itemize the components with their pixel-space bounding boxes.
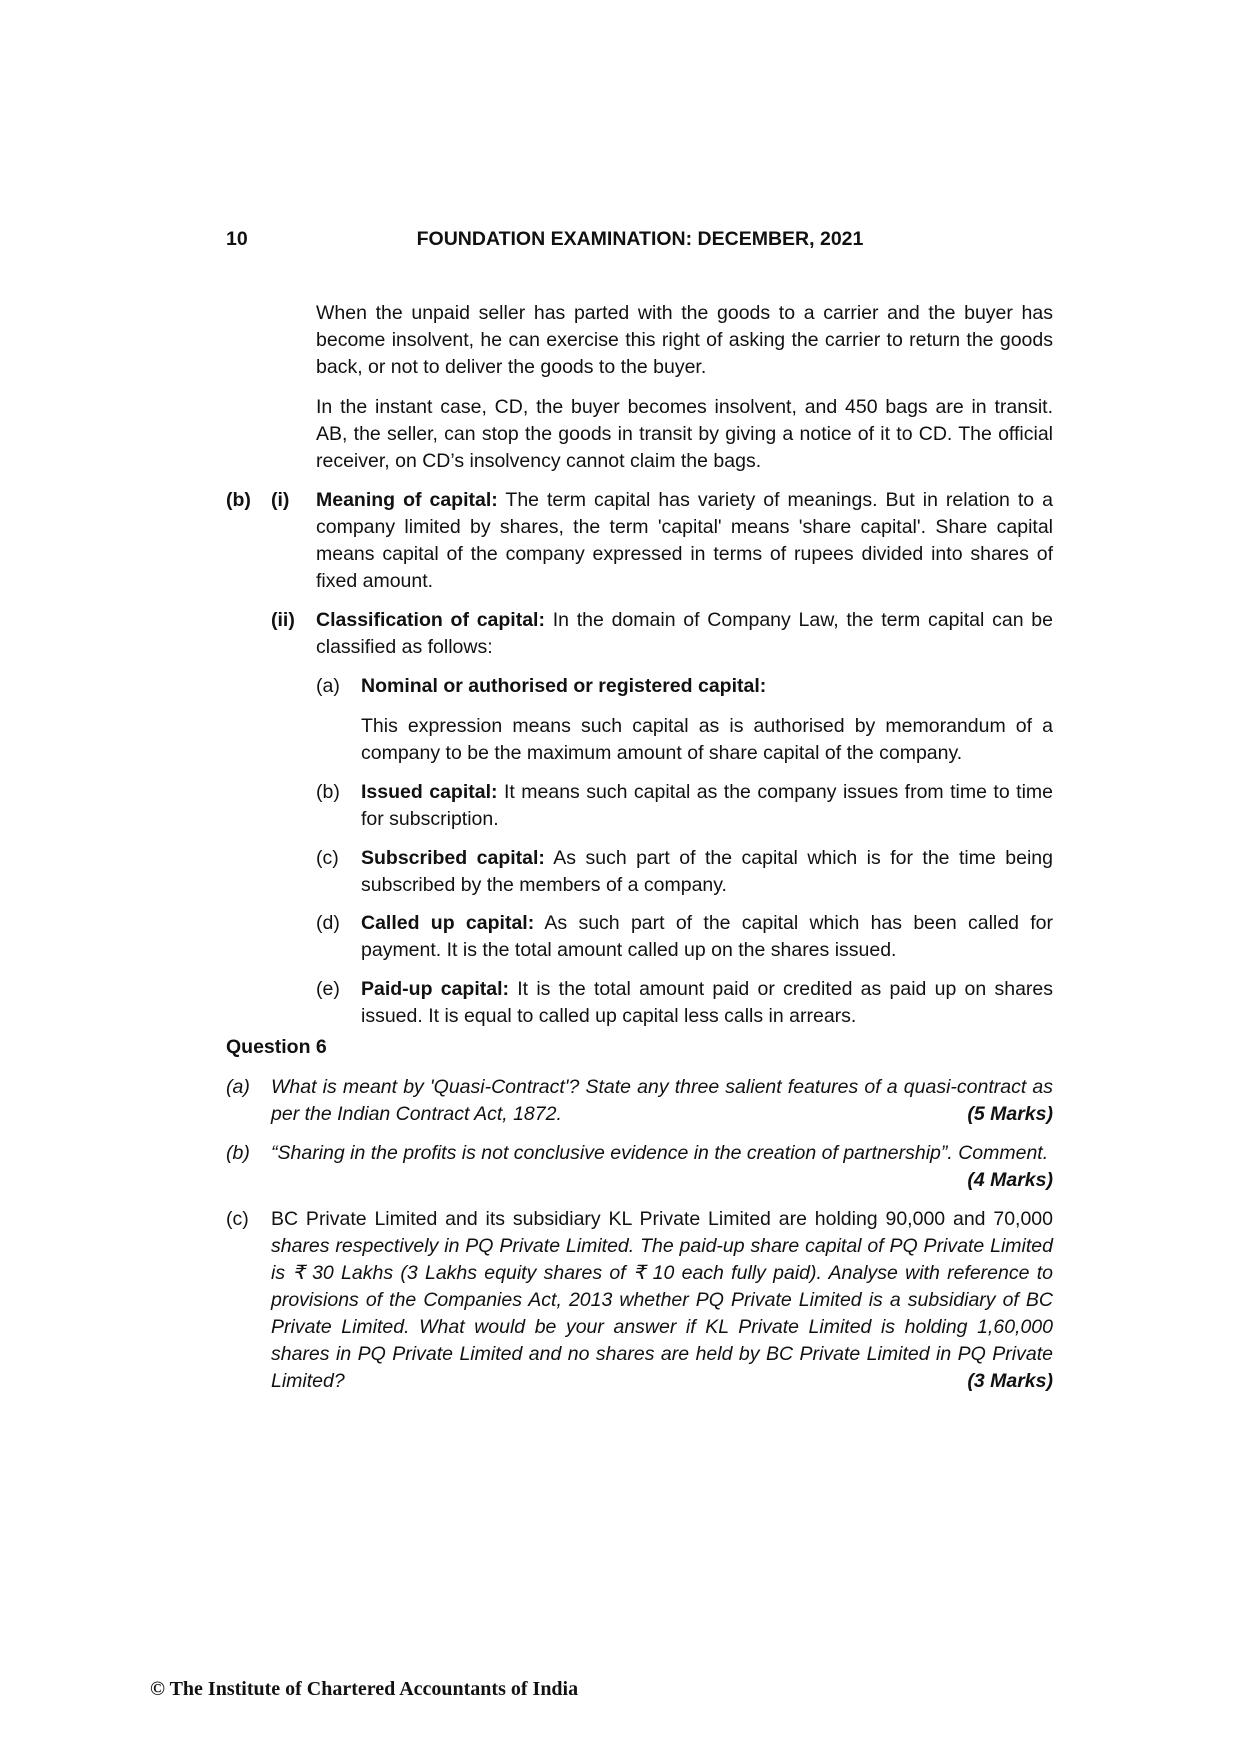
q6-b-text: “Sharing in the profits is not conclusive evidence in the creation of partnership”. Comment. [271,1142,1049,1164]
subscribed-capital-paragraph [361,845,1053,899]
intro-paragraph-1: When the unpaid seller has parted with the goods to a carrier and the buyer has become insolvent, he can exercise this right of asking the carrier to return the goods back, or not to deliver the goods to the buyer. [316,302,1053,378]
part-b-label: (b) [226,489,251,511]
q6-c-label: (c) [226,1208,249,1230]
intro-paragraph-2: In the instant case, CD, the buyer becomes insolvent, and 450 bags are in transit. AB, the seller, can stop the goods in transit by giving a notice of it to CD. The official receiver, on CD’s insolvency cannot claim the bags. [316,396,1053,472]
issued-capital-heading: Issued capital: [361,781,498,803]
classification-of-capital-heading: Classification of capital: [316,609,545,631]
subscribed-capital-heading: Subscribed capital: [361,847,545,869]
q6-a-label: (a) [226,1076,250,1098]
q6-c-marks: (3 Marks) [967,1370,1053,1392]
q6-c-text-italic-3: 10 each fully paid). Analyse with reference to provisions of the Companies Act, 2013 whether PQ Private Limited is a subsidiary of BC Private Limited. What would be your answer if KL Private Limited is holding 1,60,000 shares in PQ Private Limited and no shares are held by BC Private Limited in PQ Private Limited? [271,1262,1053,1392]
meaning-of-capital-heading: Meaning of capital: [316,489,498,511]
q6-a-text: What is meant by 'Quasi-Contract'? State any three salient features of a quasi-contract as per the Indian Contract Act, 1872. [271,1076,1053,1125]
q6-b-label: (b) [226,1142,250,1164]
q6-a-question [271,1074,1053,1128]
page-number: 10 [226,228,248,250]
meaning-of-capital-text: The term capital has variety of meanings. But in relation to a company limited by shares, the term 'capital' means 'share capital'. Share capital means capital of the company expressed in terms of rupees divided into shares of fixed amount. [316,489,1053,592]
classification-of-capital-text: In the domain of Company Law, the term capital can be classified as follows: [316,609,1053,658]
q6-b-question [271,1140,1053,1194]
nominal-capital-heading: Nominal or authorised or registered capital: [361,675,767,697]
paid-up-capital-heading: Paid-up capital: [361,978,510,1000]
subscribed-capital-text: As such part of the capital which is for the time being subscribed by the members of a company. [361,847,1053,896]
called-up-capital-text: As such part of the capital which has been called for payment. It is the total amount called up on the shares issued. [361,912,1053,961]
issued-capital-paragraph [361,779,1053,833]
rupee-icon: ₹ [292,1262,305,1284]
rupee-icon: ₹ [632,1262,646,1284]
q6-c-question [271,1206,1053,1395]
called-up-capital-heading: Called up capital: [361,912,535,934]
item-a-label: (a) [316,675,340,697]
q6-c-text-italic-1: shares respectively in PQ Private Limited. The paid-up share capital of PQ Private Limited is [271,1235,1053,1284]
meaning-of-capital-paragraph [316,487,1053,595]
page-header [226,226,1054,254]
q6-c-text-italic-2: 30 Lakhs (3 Lakhs equity shares of [304,1262,633,1284]
item-c-label: (c) [316,847,339,869]
item-b-label: (b) [316,781,340,803]
issued-capital-text: It means such capital as the company issues from time to time for subscription. [361,781,1053,830]
copyright-footer: © The Institute of Chartered Accountants of India [150,1678,579,1700]
paid-up-capital-paragraph [361,976,1053,1030]
question-6-title: Question 6 [226,1036,327,1058]
nominal-capital-heading-paragraph [361,673,1053,700]
paid-up-capital-text: It is the total amount paid or credited as paid up on shares issued. It is equal to called up capital less calls in arrears. [361,978,1053,1027]
nominal-capital-text: This expression means such capital as is authorised by memorandum of a company to be the maximum amount of share capital of the company. [361,715,1053,764]
q6-b-marks: (4 Marks) [967,1169,1053,1191]
item-d-label: (d) [316,912,340,934]
part-b-i-label: (i) [271,489,290,511]
classification-of-capital-paragraph [316,607,1053,661]
part-b-ii-label: (ii) [271,609,295,631]
q6-c-text-plain: BC Private Limited and its subsidiary KL Private Limited are holding 90,000 and 70,000 [271,1208,1053,1230]
page-title: FOUNDATION EXAMINATION: DECEMBER, 2021 [416,228,864,250]
item-e-label: (e) [316,978,340,1000]
called-up-capital-paragraph [361,910,1053,964]
q6-a-marks: (5 Marks) [967,1103,1053,1125]
